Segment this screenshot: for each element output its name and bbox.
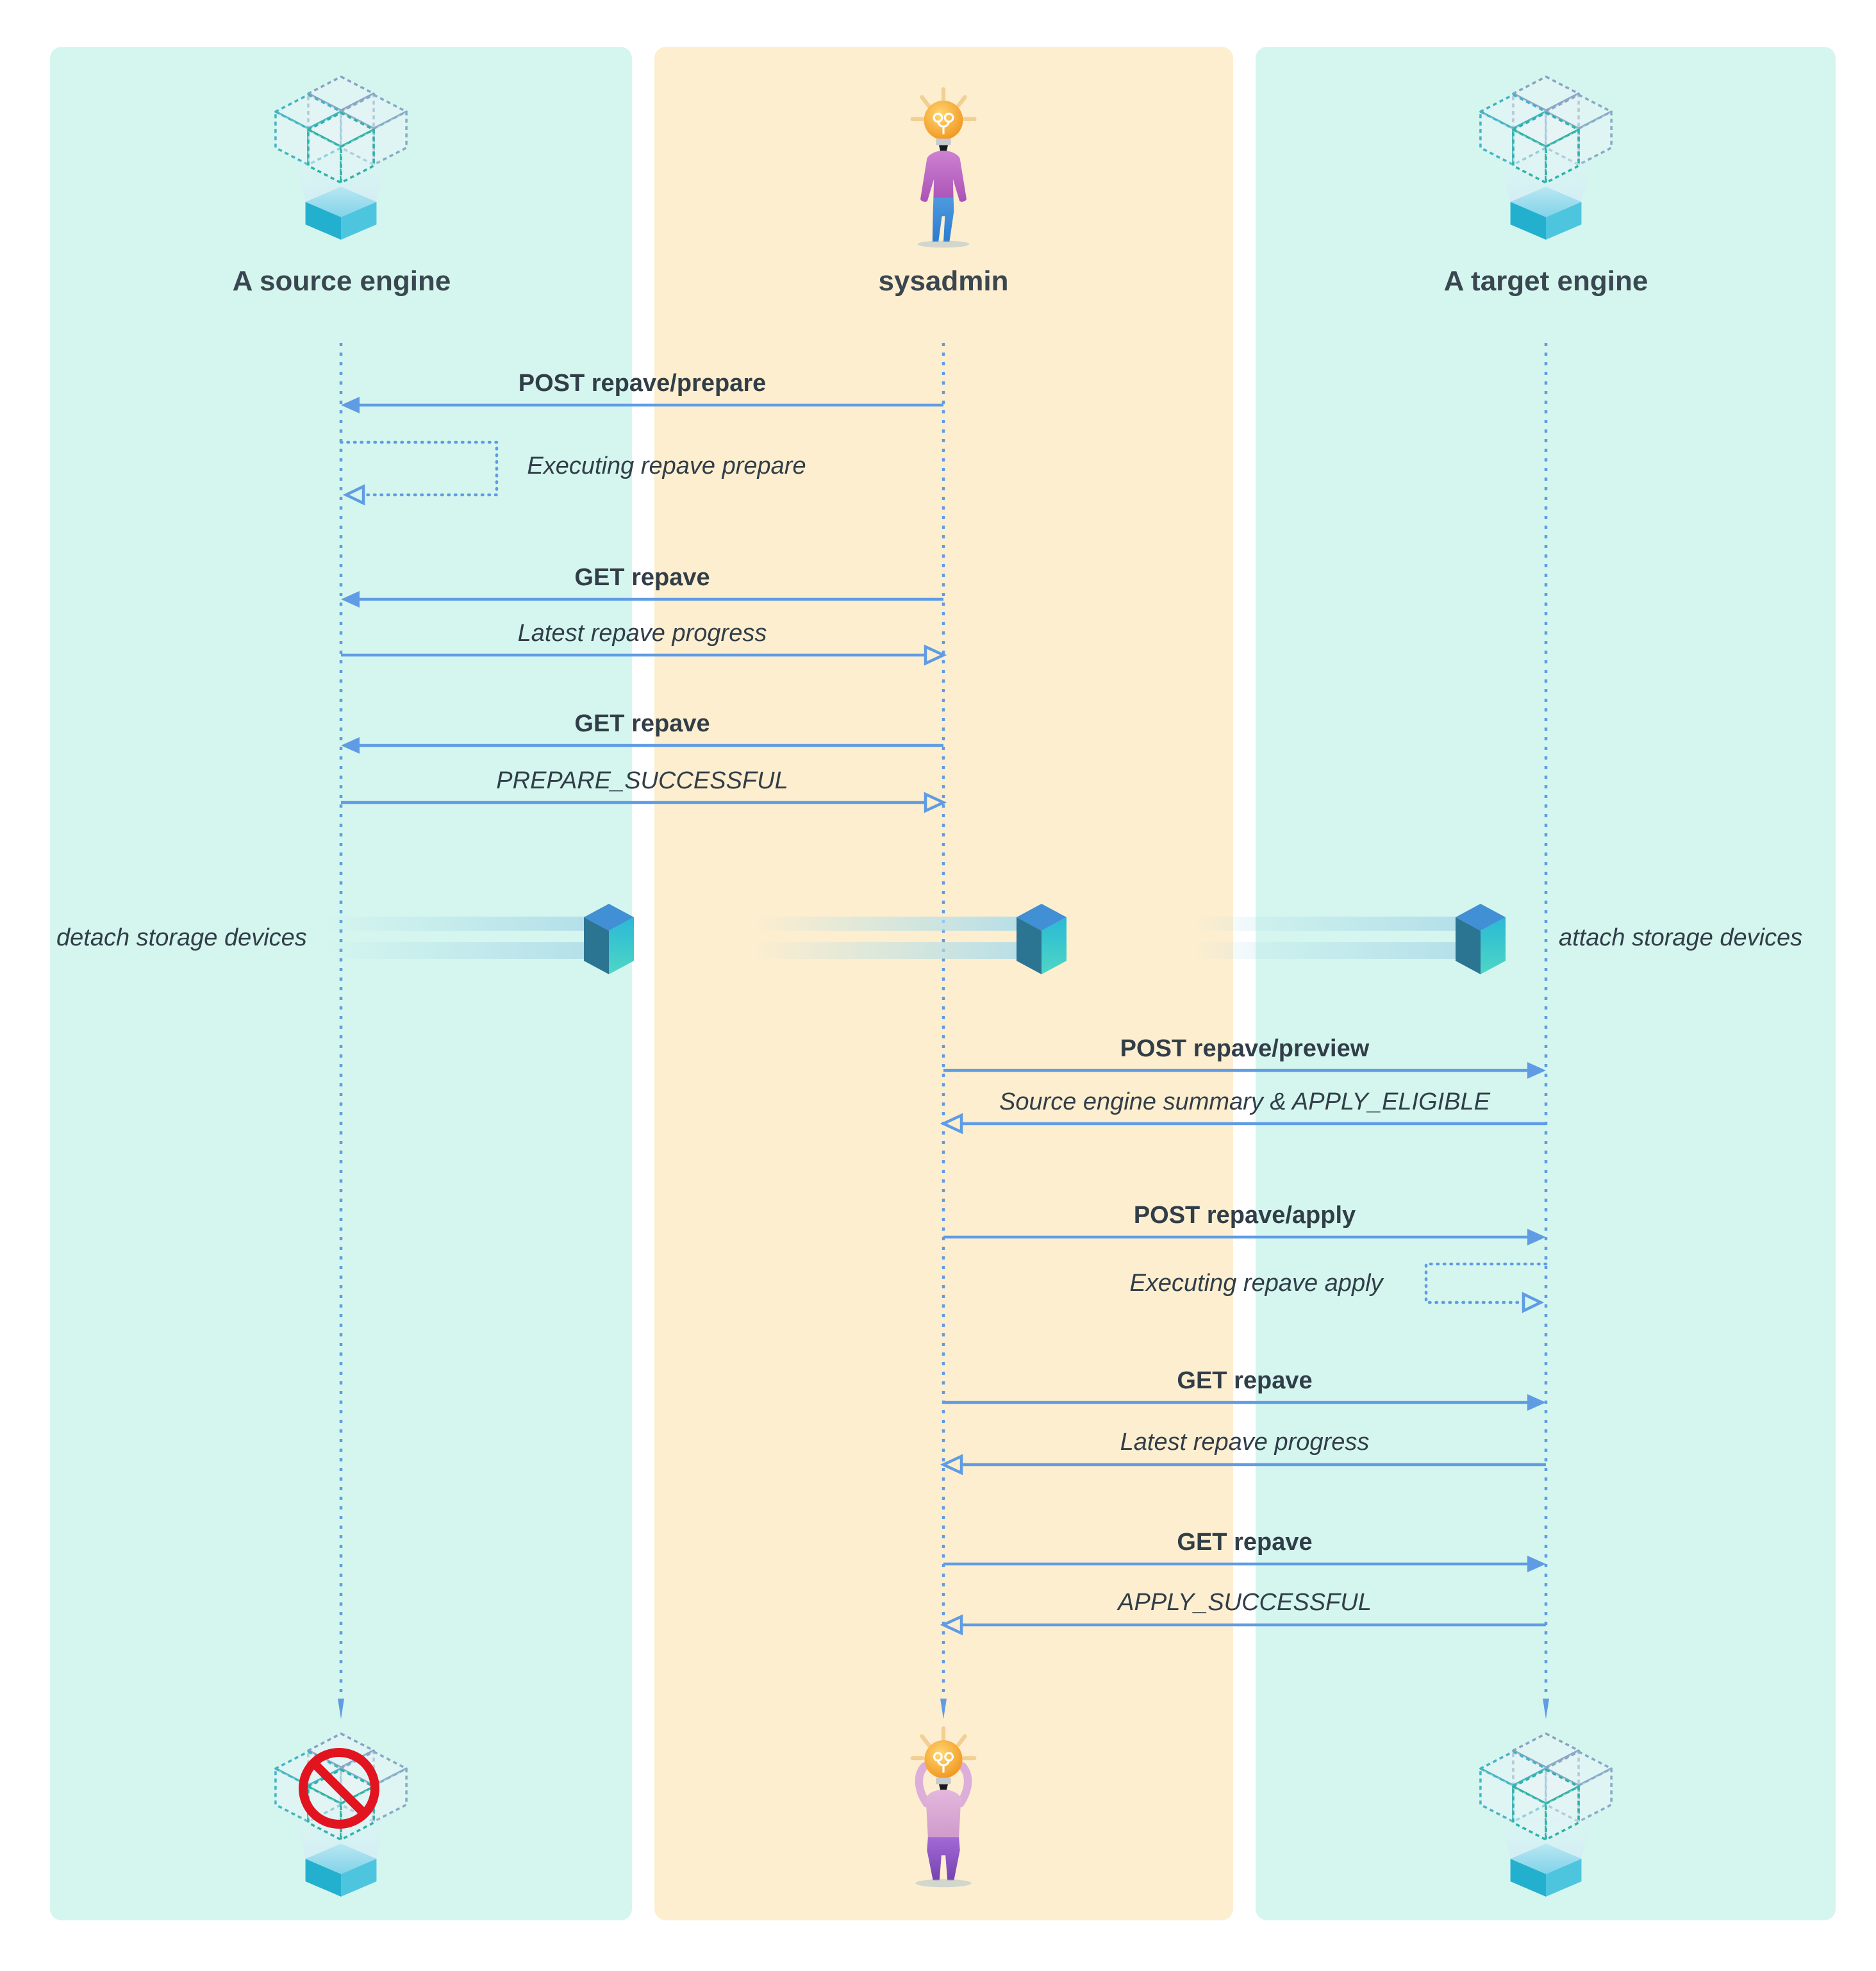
- arrow-prepare-successful: [341, 794, 943, 811]
- sysadmin-icon: [913, 89, 975, 247]
- actor-label-target: A target engine: [1443, 265, 1648, 297]
- message-label-get-repave-4: GET repave: [1177, 1529, 1313, 1556]
- message-label-latest-progress-2: Latest repave progress: [1120, 1429, 1370, 1456]
- storage-cube-source-icon: [319, 904, 634, 974]
- actor-label-sysadmin: sysadmin: [878, 265, 1009, 297]
- arrow-apply-successful: [943, 1617, 1546, 1633]
- sysadmin-lifeline-end-arrow-icon: [940, 1699, 947, 1719]
- target-engine-icon-bottom: [1481, 1734, 1611, 1897]
- storage-cube-sysadmin-icon: [752, 904, 1067, 974]
- message-label-post-repave-apply: POST repave/apply: [1133, 1202, 1356, 1229]
- target-lifeline-end-arrow-icon: [1543, 1699, 1549, 1719]
- decommissioned-source-engine-icon: [276, 1734, 406, 1897]
- self-loop-executing-repave-prepare: [341, 442, 497, 503]
- annotation-detach-storage: detach storage devices: [56, 924, 307, 951]
- message-label-post-repave-preview: POST repave/preview: [1120, 1035, 1370, 1062]
- source-lifeline-end-arrow-icon: [338, 1699, 344, 1719]
- storage-cube-target-icon: [1191, 904, 1506, 974]
- arrow-get-repave-2: [341, 737, 943, 754]
- arrow-get-repave-3: [943, 1394, 1546, 1411]
- arrow-post-repave-apply: [943, 1229, 1546, 1245]
- arrow-latest-repave-progress-1: [341, 647, 943, 663]
- annotation-attach-storage: attach storage devices: [1559, 924, 1803, 951]
- message-label-summary-apply-eligible: Source engine summary & APPLY_ELIGIBLE: [999, 1088, 1491, 1115]
- arrow-post-repave-prepare: [341, 397, 943, 413]
- arrow-source-engine-summary-apply-eligible: [943, 1115, 1546, 1132]
- message-label-executing-apply: Executing repave apply: [1129, 1270, 1383, 1297]
- message-label-get-repave-3: GET repave: [1177, 1367, 1313, 1394]
- message-label-get-repave-1: GET repave: [574, 564, 710, 591]
- message-label-post-repave-prepare: POST repave/prepare: [518, 370, 767, 397]
- arrow-get-repave-1: [341, 591, 943, 608]
- message-label-executing-prepare: Executing repave prepare: [527, 453, 806, 479]
- arrow-get-repave-4: [943, 1556, 1546, 1572]
- message-label-get-repave-2: GET repave: [574, 710, 710, 737]
- arrow-post-repave-preview: [943, 1062, 1546, 1079]
- arrow-latest-repave-progress-2: [943, 1456, 1546, 1473]
- target-engine-icon: [1481, 77, 1611, 240]
- source-engine-icon: [276, 77, 406, 240]
- message-label-prepare-successful: PREPARE_SUCCESSFUL: [496, 767, 788, 794]
- self-loop-executing-repave-apply: [1426, 1264, 1546, 1311]
- message-label-latest-progress-1: Latest repave progress: [517, 620, 767, 647]
- celebrating-sysadmin-icon: [913, 1728, 975, 1887]
- actor-label-source: A source engine: [232, 265, 451, 297]
- message-label-apply-successful: APPLY_SUCCESSFUL: [1118, 1589, 1372, 1616]
